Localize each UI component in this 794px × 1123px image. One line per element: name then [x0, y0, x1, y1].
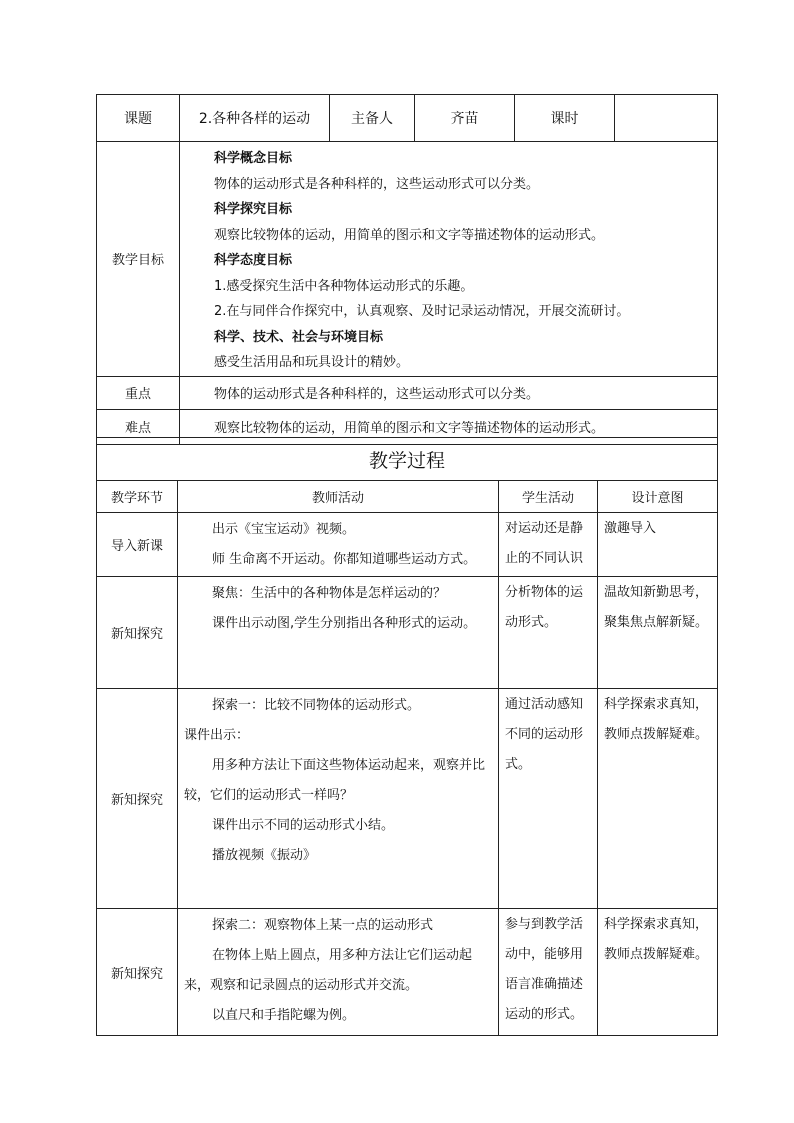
objective-line: 2.在与同伴合作探究中，认真观察、及时记录运动情况，开展交流研讨。 — [214, 304, 630, 319]
teacher-activity — [178, 513, 499, 577]
teacher-activity — [178, 577, 499, 689]
key-point-text: 物体的运动形式是各种科样的，这些运动形式可以分类。 — [180, 376, 718, 409]
topic-value: 2.各种各样的运动 — [180, 95, 330, 142]
teacher-line: 课件出示动图,学生分别指出各种形式的运动。 — [212, 616, 477, 631]
student-activity: 通过活动感知不同的运动形式。 — [499, 689, 598, 909]
table-row — [97, 577, 718, 689]
teacher-line: 课件出示不同的运动形式小结。 — [212, 818, 395, 833]
teacher-line: 探索一：比较不同物体的运动形式。 — [212, 698, 421, 713]
process-table — [96, 437, 718, 1036]
process-title: 教学过程 — [97, 438, 718, 481]
objective-line: 物体的运动形式是各种科样的，这些运动形式可以分类。 — [214, 176, 540, 192]
teacher-line: 在物体上贴上圆点，用多种方法让它们运动起来，观察和记录圆点的运动形式并交流。 — [184, 948, 473, 993]
objective-line: 科学概念目标 — [214, 151, 293, 166]
stage-cell: 新知探究 — [97, 689, 178, 909]
design-intent: 温故知新勤思考，聚集焦点解新疑。 — [598, 577, 718, 689]
objectives-content — [180, 142, 718, 377]
teacher-line: 播放视频《振动》 — [212, 848, 317, 863]
stage-cell: 导入新课 — [97, 513, 178, 577]
teacher-activity — [178, 689, 499, 909]
teacher-line: 课件出示： — [184, 728, 250, 743]
objectives-label: 教学目标 — [97, 142, 180, 377]
objective-line: 观察比较物体的运动，用简单的图示和文字等描述物体的运动形式。 — [214, 227, 605, 243]
student-activity: 对运动还是静止的不同认识 — [499, 513, 598, 577]
objective-line: 科学探究目标 — [214, 202, 293, 217]
student-activity: 分析物体的运动形式。 — [499, 577, 598, 689]
process-header-intent: 设计意图 — [598, 481, 718, 513]
objective-line: 感受生活用品和玩具设计的精妙。 — [214, 355, 410, 370]
teacher-line: 师 生命离不开运动。你都知道哪些运动方式。 — [212, 552, 477, 567]
teacher-activity — [178, 909, 499, 1036]
design-intent: 科学探索求真知，教师点拨解疑难。 — [598, 909, 718, 1036]
teacher-line: 聚焦：生活中的各种物体是怎样运动的？ — [212, 586, 447, 601]
stage-cell: 新知探究 — [97, 577, 178, 689]
design-intent: 激趣导入 — [598, 513, 718, 577]
period-label: 课时 — [515, 95, 615, 142]
lesson-info-table — [96, 94, 718, 445]
teacher-line: 以直尺和手指陀螺为例。 — [212, 1008, 356, 1023]
process-header-teacher: 教师活动 — [178, 481, 499, 513]
preparer-value: 齐苗 — [415, 95, 515, 142]
teacher-line: 用多种方法让下面这些物体运动起来，观察并比较，它们的运动形式一样吗？ — [184, 758, 486, 803]
topic-label: 课题 — [97, 95, 180, 142]
teacher-line: 出示《宝宝运动》视频。 — [212, 522, 356, 537]
period-value — [615, 95, 718, 142]
process-header-stage: 教学环节 — [97, 481, 178, 513]
student-activity: 参与到教学活动中，能够用语言准确描述运动的形式。 — [499, 909, 598, 1036]
difficulty-text: 观察比较物体的运动，用简单的图示和文字等描述物体的运动形式。 — [180, 409, 718, 444]
design-intent: 科学探索求真知，教师点拨解疑难。 — [598, 689, 718, 909]
objective-line: 科学、技术、社会与环境目标 — [214, 329, 384, 345]
teacher-line: 探索二：观察物体上某一点的运动形式 — [212, 918, 434, 933]
difficulty-label: 难点 — [97, 409, 180, 444]
objective-line: 科学态度目标 — [214, 253, 293, 268]
key-point-label: 重点 — [97, 376, 180, 409]
preparer-label: 主备人 — [330, 95, 415, 142]
process-header-student: 学生活动 — [499, 481, 598, 513]
stage-cell: 新知探究 — [97, 909, 178, 1036]
table-row — [97, 689, 718, 909]
objective-line: 1.感受探究生活中各种物体运动形式的乐趣。 — [214, 278, 474, 294]
table-row — [97, 909, 718, 1036]
table-row — [97, 513, 718, 577]
